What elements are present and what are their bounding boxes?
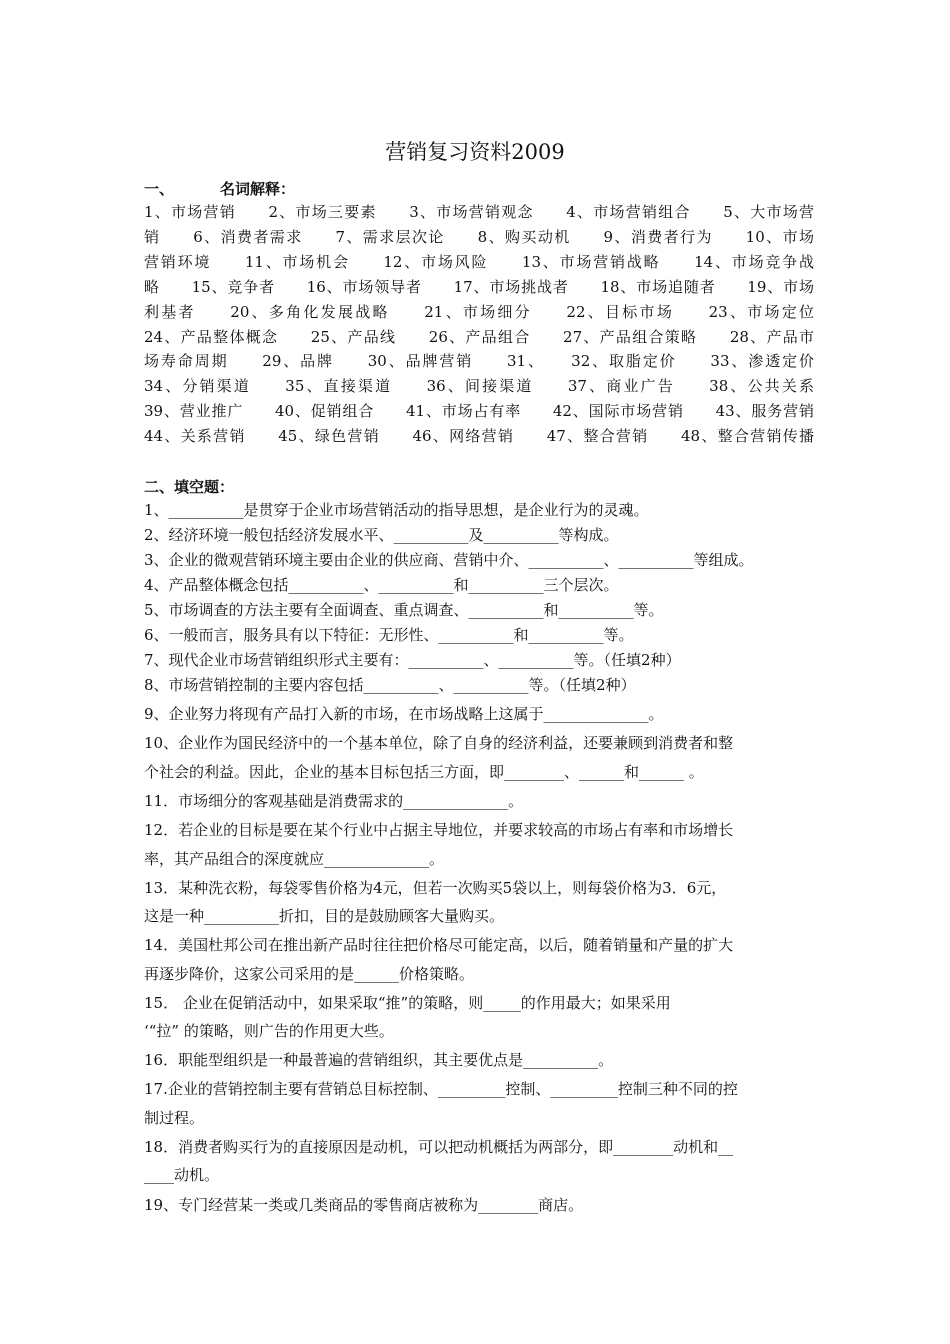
section-number: 一、	[144, 180, 175, 198]
section-heading-terms	[144, 178, 295, 199]
question-line: 制过程。	[144, 1109, 205, 1127]
question-line: 15． 企业在促销活动中，如果采取“推”的策略，则_____的作用最大；如果采用	[144, 994, 671, 1012]
terms-line: 销 6、消费者需求 7、需求层次论 8、购买动机 9、消费者行为 10、市场	[144, 227, 814, 246]
question-line: 12．若企业的目标是要在某个行业中占据主导地位，并要求较高的市场占有率和市场增长	[144, 821, 734, 839]
terms-line: 1、市场营销 2、市场三要素 3、市场营销观念 4、市场营销组合 5、大市场营	[144, 203, 814, 221]
section-label: 名词解释：	[220, 180, 296, 198]
question-line: 率，其产品组合的深度就应______________。	[144, 850, 445, 868]
question-line: 这是一种__________折扣，目的是鼓励顾客大量购买。	[144, 907, 505, 925]
question-line: 17.企业的营销控制主要有营销总目标控制、_________控制、_________控制三种不同的控	[144, 1080, 738, 1098]
document-title: 营销复习资料2009	[385, 140, 565, 164]
terms-line: 44、关系营销 45、绿色营销 46、网络营销 47、整合营销 48、整合营销传播	[144, 427, 814, 446]
question-line: 再逐步降价，这家公司采用的是______价格策略。	[144, 965, 475, 983]
question-line: 2、经济环境一般包括经济发展水平、__________及__________等构成。	[144, 526, 619, 544]
terms-line: 34、分销渠道 35、直接渠道 36、间接渠道 37、商业广告 38、公共关系	[144, 377, 814, 396]
question-line: 个社会的利益。因此，企业的基本目标包括三方面，即________、______和______ 。	[144, 763, 704, 781]
terms-line: 营销环境 11、市场机会 12、市场风险 13、市场营销战略 14、市场竞争战	[144, 252, 814, 271]
question-line: 4、产品整体概念包括__________、__________和__________三个层次。	[144, 576, 619, 594]
terms-line: 24、产品整体概念 25、产品线 26、产品组合 27、产品组合策略 28、产品市	[144, 327, 814, 346]
question-line: 14．美国杜邦公司在推出新产品时往往把价格尽可能定高，以后，随着销量和产量的扩大	[144, 936, 734, 954]
question-line: 3、企业的微观营销环境主要由企业的供应商、营销中介、__________、__________等组成。	[144, 551, 754, 569]
terms-line: 略 15、竞争者 16、市场领导者 17、市场挑战者 18、市场追随者 19、市场	[144, 277, 814, 296]
question-line: 1、__________是贯穿于企业市场营销活动的指导思想，是企业行为的灵魂。	[144, 501, 649, 519]
question-line: 10、企业作为国民经济中的一个基本单位，除了自身的经济利益，还要兼顾到消费者和整	[144, 734, 734, 752]
question-line: 13．某种洗衣粉，每袋零售价格为4元，但若一次购买5袋以上，则每袋价格为3．6元，	[144, 879, 727, 897]
question-line: 6、一般而言，服务具有以下特征：无形性、__________和__________等。	[144, 626, 634, 644]
question-line: 7、现代企业市场营销组织形式主要有：__________、__________等。（任填2种）	[144, 651, 681, 669]
terms-line: 场寿命周期 29、品牌 30、品牌营销 31、 32、取脂定价 33、渗透定价	[144, 352, 814, 371]
terms-list	[144, 200, 814, 449]
question-line: 18．消费者购买行为的直接原因是动机，可以把动机概括为两部分，即________动机和__	[144, 1138, 734, 1156]
question-line: ‘“拉” 的策略，则广告的作用更大些。	[144, 1022, 394, 1040]
question-line: 5、市场调查的方法主要有全面调查、重点调查、__________和__________等。	[144, 601, 664, 619]
question-line: 8、市场营销控制的主要内容包括__________、__________等。（任填2种）	[144, 676, 636, 694]
question-line: 19、专门经营某一类或几类商品的零售商店被称为________商店。	[144, 1196, 584, 1214]
question-line: 11．市场细分的客观基础是消费需求的______________。	[144, 792, 524, 810]
terms-line: 利基者 20、多角化发展战略 21、市场细分 22、目标市场 23、市场定位	[144, 302, 814, 321]
question-line: ____动机。	[144, 1166, 220, 1184]
question-line: 9、企业努力将现有产品打入新的市场，在市场战略上这属于______________。	[144, 705, 664, 723]
question-line: 16．职能型组织是一种最普遍的营销组织，其主要优点是__________。	[144, 1051, 614, 1069]
terms-line: 39、营业推广 40、促销组合 41、市场占有率 42、国际市场营销 43、服务营销	[144, 402, 814, 421]
section-heading-fill-blanks: 二、填空题：	[144, 478, 235, 496]
